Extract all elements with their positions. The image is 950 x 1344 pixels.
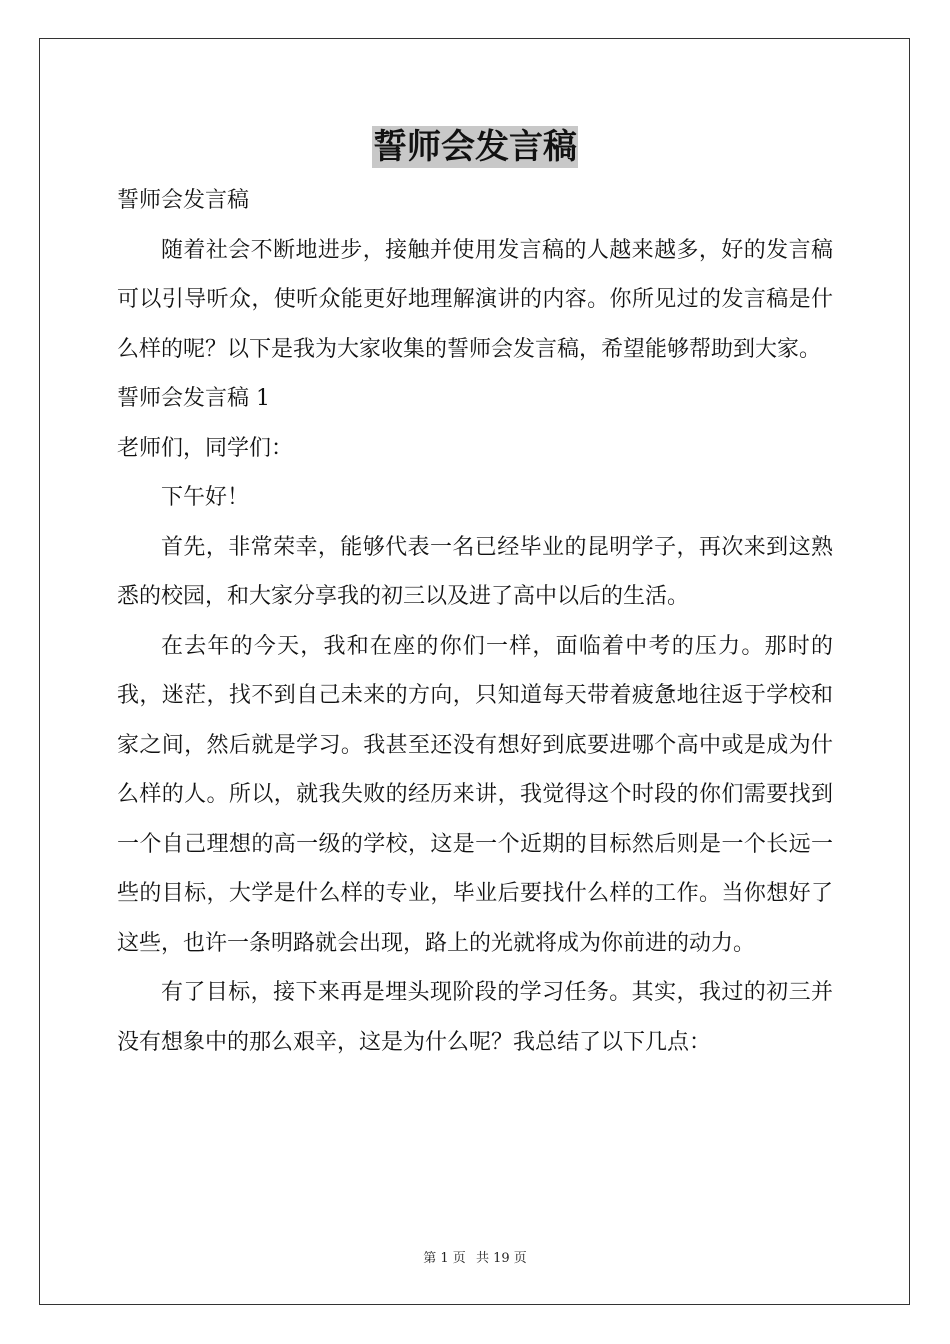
- paragraph-heading: 誓师会发言稿: [117, 188, 250, 213]
- paragraph-body: 首先，非常荣幸，能够代表一名已经毕业的昆明学子，再次来到这熟悉的校园，和大家分享我的初三以及进了高中以后的生活。: [117, 534, 833, 609]
- page-footer: [0, 1247, 950, 1266]
- paragraph-body: 在去年的今天，我和在座的你们一样，面临着中考的压力。那时的我，迷茫，找不到自己未来的方向，只知道每天带着疲惫地往返于学校和家之间，然后就是学习。我甚至还没有想好到底要进哪个高中或是成为什么样的人。所以，就我失败的经历来讲，我觉得这个时段的你们需要找到一个自己理想的高一级的学校，这是一个近期的目标然后则是一个长远一些的目标，大学是什么样的专业，毕业后要找什么样的工作。当你想好了这些，也许一条明路就会出现，路上的光就将成为你前进的动力。: [117, 633, 833, 956]
- paragraph-greeting: 下午好！: [161, 485, 250, 510]
- paragraph-body: 有了目标，接下来再是埋头现阶段的学习任务。其实，我过的初三并没有想象中的那么艰辛，这是为什么呢？我总结了以下几点：: [117, 980, 833, 1055]
- paragraph-intro: 随着社会不断地进步，接触并使用发言稿的人越来越多，好的发言稿可以引导听众，使听众能更好地理解演讲的内容。你所见过的发言稿是什么样的呢？以下是我为大家收集的誓师会发言稿，希望能够帮助到大家。: [117, 237, 833, 362]
- paragraph-salutation: 老师们，同学们：: [117, 435, 294, 461]
- section-heading: 誓师会发言稿 1: [117, 386, 270, 411]
- page-number: 第 1 页: [423, 1251, 466, 1266]
- document-body: [117, 176, 833, 1067]
- document-title: 誓师会发言稿: [373, 127, 577, 167]
- title-container: [0, 126, 950, 168]
- page-total: 共 19 页: [475, 1251, 527, 1266]
